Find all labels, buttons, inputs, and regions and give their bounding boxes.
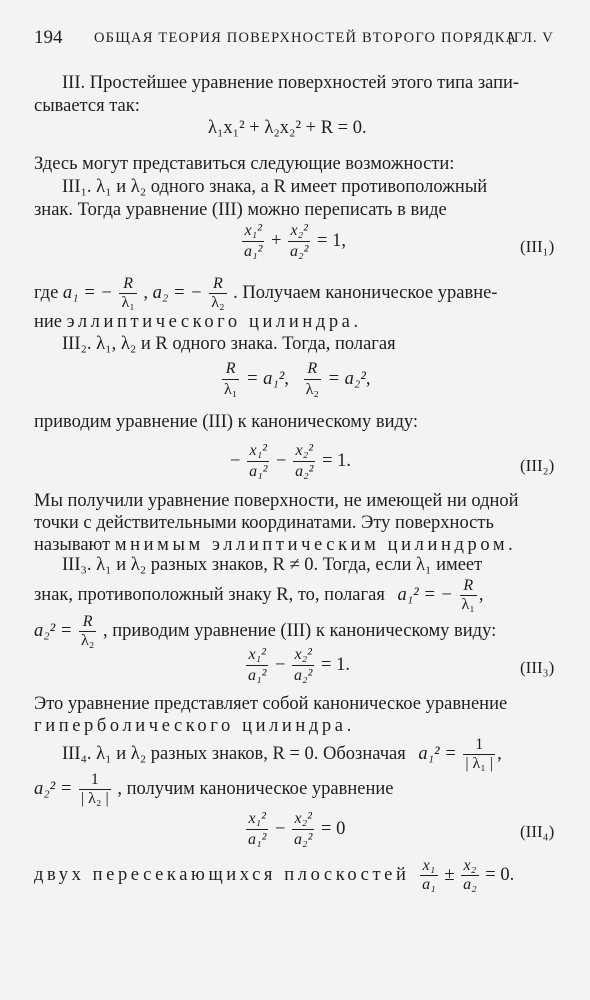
text: III₄. λ₁ и λ₂ разных знаков, R = 0. Обозначая	[62, 743, 406, 764]
fraction	[292, 810, 314, 849]
numerator: R	[123, 275, 134, 292]
comma: ,	[497, 743, 502, 764]
case3-line1: III₃. λ₁ и λ₂ разных знаков, R ≠ 0. Тогда, если λ₁ имеет	[62, 555, 483, 575]
a1-squared-def: = a₁²,	[245, 368, 289, 389]
a2-def: , a₂ = −	[143, 282, 203, 303]
denominator: a₂²	[294, 831, 313, 848]
where-prefix: где	[34, 282, 59, 303]
text: называют	[34, 535, 115, 555]
numerator: R	[307, 360, 318, 377]
denominator: a₁²	[248, 667, 267, 684]
minus-sign: −	[274, 818, 286, 839]
denominator: λ₂	[80, 632, 95, 649]
denominator: a₁²	[248, 831, 267, 848]
text: ние	[34, 312, 67, 332]
fraction	[247, 442, 269, 481]
spaced-term: гиперболического цилиндра.	[34, 716, 355, 736]
numerator: R	[463, 577, 474, 594]
fraction	[304, 360, 321, 399]
numerator: x₂	[463, 857, 477, 874]
denominator: λ₂	[211, 294, 225, 311]
a1-squared-def: a₁² =	[418, 743, 457, 764]
fraction	[461, 858, 479, 893]
denominator: a₁²	[249, 463, 268, 480]
where-suffix: . Получаем каноническое уравне-	[233, 282, 498, 303]
plus-minus-sign: ±	[444, 864, 455, 885]
minus-sign: −	[230, 450, 241, 471]
equation-tail: = 1.	[322, 450, 352, 471]
para-III-line2: сывается так:	[34, 96, 140, 116]
denominator: λ₂	[305, 381, 319, 398]
fraction	[222, 360, 239, 399]
a2-squared-def: a₂² =	[34, 778, 73, 799]
fraction	[209, 276, 226, 311]
denominator: a₂²	[295, 463, 314, 480]
equation-III3	[244, 646, 350, 685]
fraction	[293, 442, 315, 481]
numerator: R	[225, 360, 236, 377]
denominator: a₂²	[294, 667, 313, 684]
numerator: R	[82, 613, 93, 630]
equation-main: λ₁x₁² + λ₂x₂² + R = 0.	[208, 118, 367, 138]
case2-line2: приводим уравнение (III) к каноническому виду:	[34, 412, 419, 432]
equation-tail: = 1.	[321, 654, 350, 675]
denominator: λ₁	[121, 294, 135, 311]
chapter-label: [ГЛ. V	[508, 30, 554, 46]
denominator: λ₁	[461, 596, 475, 613]
equation-label-III4: (III₄)	[520, 822, 555, 841]
case2-line4: точки с действительными координатами. Эту поверхность	[34, 513, 494, 533]
a1-squared-def: a₁² = −	[397, 584, 453, 605]
denominator: | λ₁ |	[465, 755, 494, 772]
numerator: x₂²	[294, 810, 312, 827]
denominator: a₁	[422, 876, 436, 893]
equation-III2	[230, 442, 351, 481]
equation-tail: = 1,	[317, 230, 346, 251]
fraction	[463, 737, 495, 772]
text: , приводим уравнение (III) к каноническому виду:	[102, 620, 497, 641]
equation-label-III1: (III₁)	[520, 237, 555, 256]
text: , получим каноническое уравнение	[117, 778, 394, 799]
numerator: x₁²	[248, 810, 266, 827]
denominator: a₂²	[290, 243, 309, 260]
equation-label-III3: (III₃)	[520, 658, 555, 677]
fraction	[246, 646, 268, 685]
denominator: | λ₂ |	[80, 790, 109, 807]
numerator: 1	[90, 771, 99, 788]
equation-III4	[244, 810, 345, 849]
case4-line1	[62, 737, 502, 772]
fraction	[119, 276, 136, 311]
fraction	[79, 614, 96, 649]
numerator: x₁²	[244, 222, 262, 239]
case2-line3: Мы получили уравнение поверхности, не имеющей ни одной	[34, 491, 519, 511]
denominator: a₂	[463, 876, 477, 893]
case2-line1: III₂. λ₁, λ₂ и R одного знака. Тогда, полагая	[62, 334, 396, 354]
fraction	[79, 772, 111, 807]
a2-squared-def: = a₂²,	[327, 368, 371, 389]
possibilities-line: Здесь могут представиться следующие возможности:	[34, 154, 455, 174]
denominator: λ₁	[224, 381, 238, 398]
para-III-line1: III. Простейшее уравнение поверхностей этого типа запи-	[62, 73, 520, 93]
spaced-term: эллиптического цилиндра.	[66, 312, 362, 332]
case1-where-line	[34, 276, 497, 311]
case1-line2: знак. Тогда уравнение (III) можно переписать в виде	[34, 200, 447, 220]
numerator: x₁²	[248, 646, 266, 663]
numerator: 1	[475, 736, 484, 753]
spaced-term: мнимым эллиптическим цилиндром.	[114, 535, 517, 555]
numerator: x₂²	[294, 646, 312, 663]
fraction	[242, 222, 264, 261]
case4-line2	[34, 772, 394, 807]
text: знак, противоположный знаку R, то, полагая	[34, 584, 385, 605]
denominator: a₁²	[244, 243, 263, 260]
case3-line2	[34, 578, 484, 613]
page-number: 194	[34, 27, 63, 48]
minus-sign: −	[274, 654, 286, 675]
comma: ,	[478, 584, 484, 605]
a2-squared-def: a₂² =	[34, 620, 73, 641]
case2-line5	[34, 536, 516, 555]
numerator: x₂²	[295, 442, 314, 459]
case1-line1: III₁. λ₁ и λ₂ одного знака, а R имеет противоположный	[62, 177, 488, 197]
fraction	[288, 222, 310, 261]
running-title: ОБЩАЯ ТЕОРИЯ ПОВЕРХНОСТЕЙ ВТОРОГО ПОРЯДКА	[94, 30, 518, 46]
equation-tail: = 0.	[485, 864, 515, 885]
plus-sign: +	[270, 230, 282, 251]
fraction	[292, 646, 314, 685]
case3-line3	[34, 614, 496, 649]
numerator: x₁	[422, 857, 436, 874]
fraction	[460, 578, 477, 613]
fraction	[420, 858, 438, 893]
minus-sign: −	[276, 450, 287, 471]
case3-line4: Это уравнение представляет собой каноническое уравнение	[34, 694, 508, 714]
case1-line-end	[34, 313, 362, 332]
a1-def: a₁ = −	[62, 282, 113, 303]
numerator: x₁²	[249, 442, 267, 459]
case3-line5	[34, 717, 355, 736]
case4-line3	[34, 858, 514, 893]
numerator: x₂²	[290, 222, 308, 239]
spaced-term: двух пересекающихся плоскостей	[34, 864, 410, 885]
equation-case2-defs	[220, 360, 371, 399]
equation-III1	[240, 222, 346, 261]
equation-label-III2: (III₂)	[520, 456, 555, 475]
fraction	[246, 810, 268, 849]
numerator: R	[212, 275, 223, 292]
equation-tail: = 0	[321, 818, 346, 839]
